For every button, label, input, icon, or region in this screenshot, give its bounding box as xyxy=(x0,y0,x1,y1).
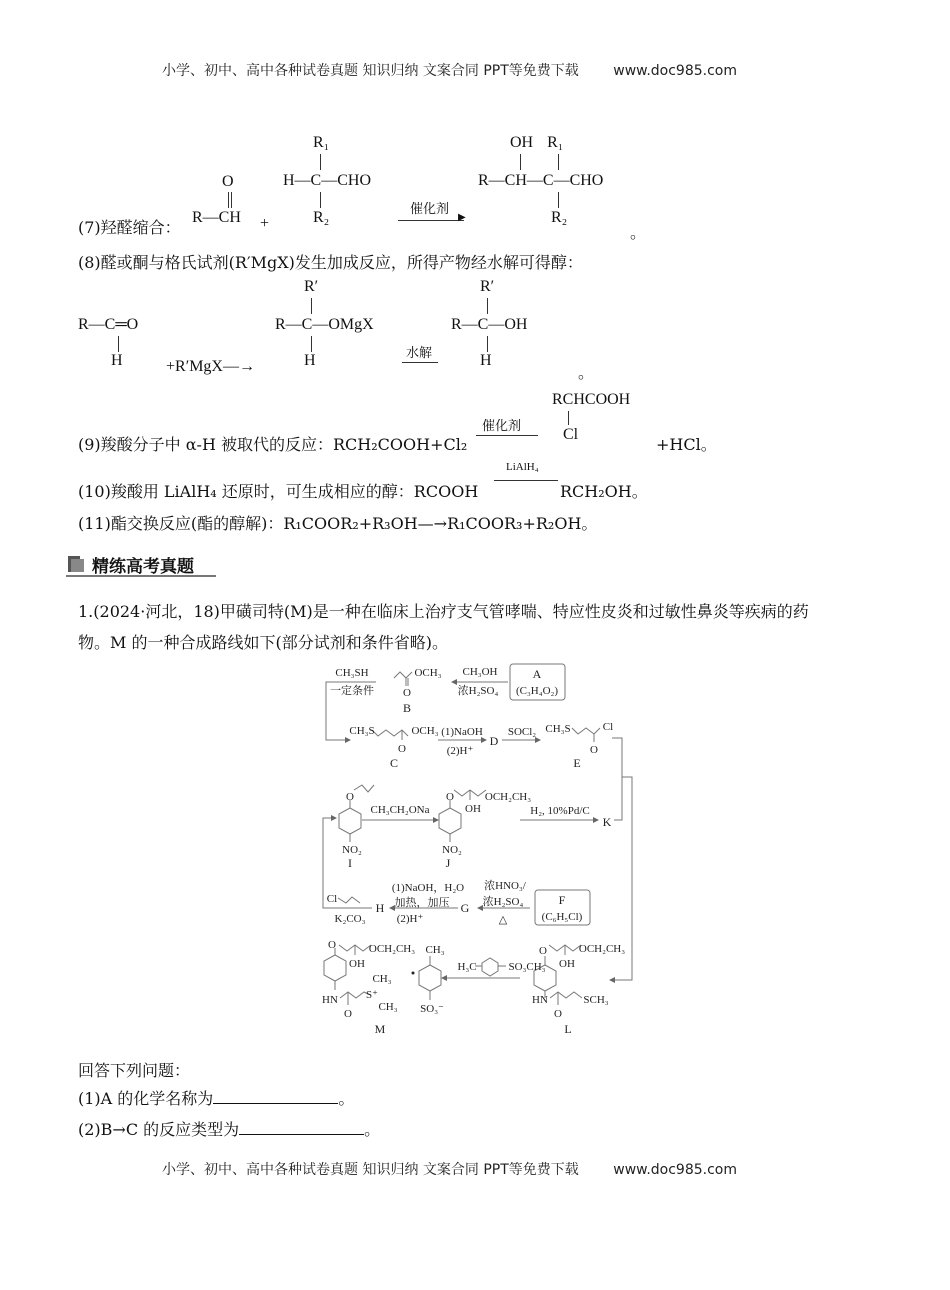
reactant-bot: H xyxy=(111,352,123,369)
double-bond xyxy=(228,192,232,208)
catalyst-label: 催化剂 xyxy=(482,419,522,434)
alcohol-product: RCH₂OH。 xyxy=(560,482,648,501)
e-ch3s: CH₃S xyxy=(545,723,571,735)
reagent-h2so4-2: 浓H₂SO₄ xyxy=(482,896,524,908)
reagent-acid: (2)H⁺ xyxy=(446,745,474,757)
alcohol-top: R′ xyxy=(480,278,495,295)
product-bot: R₂ xyxy=(551,209,568,226)
compound-h-label: H xyxy=(375,901,385,915)
j-nitro: NO₂ xyxy=(442,844,462,856)
reagent-naoet: CH₃CH₂ONa xyxy=(370,804,430,816)
intermediate-top: R′ xyxy=(304,278,319,295)
b-carbonyl-o: O xyxy=(403,687,411,699)
reagent-k2co3: K₂CO₃ xyxy=(334,913,366,925)
question-1 xyxy=(78,1086,354,1109)
chloro-acid-bot: Cl xyxy=(563,426,579,443)
bond xyxy=(311,336,312,352)
header-text: 小学、初中、高中各种试卷真题 知识归纳 文案合同 PPT等免费下载 xyxy=(162,63,579,79)
condition-label: 一定条件 xyxy=(330,685,374,697)
i-ether-o: O xyxy=(346,791,354,803)
l-amide-o: O xyxy=(554,1008,562,1020)
hydrolysis-label: 水解 xyxy=(406,346,433,361)
reagent-naoh-h2o: (1)NaOH，H₂O xyxy=(391,882,465,894)
m-sulfonium: S⁺ xyxy=(366,989,378,1001)
m-amide-o: O xyxy=(344,1008,352,1020)
question-text-line1: 1.(2024·河北，18)甲磺司特(M)是一种在临床上治疗支气管哮喘、特应性皮炎和过敏性鼻炎等疾病的药 xyxy=(78,602,809,621)
reactant-mid: R—C═O xyxy=(78,316,139,333)
c-och3: OCH₃ xyxy=(411,725,439,737)
answer-intro: 回答下列问题： xyxy=(78,1061,191,1080)
page-footer xyxy=(162,1159,737,1179)
compound-f-formula: (C₆H₅Cl) xyxy=(541,911,583,923)
m-methyl-a: CH₃ xyxy=(372,973,392,985)
compound-a-label: A xyxy=(532,667,542,681)
epichlorohydrin-cl: Cl xyxy=(326,893,338,905)
lialh4-label: LiAlH₄ xyxy=(506,461,539,473)
grignard-reagent: +R′MgX—→ xyxy=(166,358,255,375)
bond xyxy=(320,192,321,208)
section-heading xyxy=(66,551,216,577)
compound-c-label: C xyxy=(389,756,399,770)
compound-a-formula: (C₃H₄O₂) xyxy=(515,685,559,697)
period: 。 xyxy=(338,1089,355,1108)
item-10-label: (10)羧酸用 LiAlH₄ 还原时，可生成相应的醇：RCOOH xyxy=(78,482,479,501)
bond xyxy=(568,411,569,425)
compound-l-label: L xyxy=(564,1022,572,1036)
reagent-h2so4: 浓H₂SO₄ xyxy=(457,685,499,697)
l-ethoxy: OCH₂CH₃ xyxy=(578,943,626,955)
item-7-label: (7)羟醛缩合： xyxy=(78,218,181,237)
alcohol-mid: R—C—OH xyxy=(451,316,528,333)
reagent-hno3: 浓HNO₃/ xyxy=(484,880,526,892)
bond xyxy=(487,336,488,352)
reactant2-top: R₁ xyxy=(313,134,330,151)
m-amide-nh: HN xyxy=(322,994,338,1006)
m-methyl-b: CH₃ xyxy=(378,1001,398,1013)
compound-e-label: E xyxy=(573,756,581,770)
compound-k-label: K xyxy=(602,815,612,829)
c-carbonyl-o: O xyxy=(398,743,406,755)
tosylate-methyl: CH₃ xyxy=(425,944,445,956)
question-2-text: (2)B→C 的反应类型为 xyxy=(78,1120,240,1139)
e-carbonyl-o: O xyxy=(590,744,598,756)
bond xyxy=(520,154,521,170)
m-hydroxyl: OH xyxy=(349,958,365,970)
product-mid: R—CH—C—CHO xyxy=(478,172,604,189)
bond xyxy=(558,192,559,208)
l-ether-o: O xyxy=(539,945,547,957)
question-2 xyxy=(78,1117,380,1140)
product-top: OH R₁ xyxy=(510,134,564,151)
aldehyde-rch: R—CH xyxy=(192,209,241,226)
reagent-socl2: SOCl₂ xyxy=(507,726,537,738)
period: 。 xyxy=(364,1120,381,1139)
l-sch3: SCH₃ xyxy=(583,994,609,1006)
condition-heat-pressure: 加热，加压 xyxy=(394,897,450,909)
aldehyde-o: O xyxy=(222,173,234,190)
alcohol-bot: H xyxy=(480,352,492,369)
question-1-text: (1)A 的化学名称为 xyxy=(78,1089,214,1108)
compound-i-label: I xyxy=(348,856,352,870)
c-ch3s: CH₃S xyxy=(349,725,375,737)
m-ether-o: O xyxy=(328,939,336,951)
l-hydroxyl: OH xyxy=(559,958,575,970)
item-11-label: (11)酯交换反应(酯的醇解)：R₁COOR₂+R₃OH—→R₁COOR₃+R₂OH。 xyxy=(78,514,598,533)
item-8-label: (8)醛或酮与格氏试剂(R′MgX)发生加成反应，所得产物经水解可得醇： xyxy=(78,253,583,272)
reagent-so3ch3: SO₃CH₃ xyxy=(508,961,546,973)
answer-blank-1[interactable] xyxy=(213,1089,338,1104)
reactant2-bot: R₂ xyxy=(313,209,330,226)
m-ethoxy: OCH₂CH₃ xyxy=(368,943,416,955)
reagent-h3c: H₃C xyxy=(457,961,477,973)
synthesis-route-diagram xyxy=(310,660,640,1040)
compound-m-label: M xyxy=(374,1022,386,1036)
document-icon xyxy=(66,554,86,574)
b-och3: OCH₃ xyxy=(414,667,442,679)
reactant2-mid: H—C—CHO xyxy=(283,172,372,189)
catalyst-label: 催化剂 xyxy=(410,202,450,217)
tosylate-so3: SO₃⁻ xyxy=(420,1003,444,1015)
reaction-arrow xyxy=(476,435,538,436)
compound-f-label: F xyxy=(558,893,566,907)
bond xyxy=(320,154,321,170)
reagent-naoh: (1)NaOH xyxy=(441,726,483,738)
salt-dot xyxy=(412,972,415,975)
e-cl: Cl xyxy=(602,721,614,733)
footer-text: 小学、初中、高中各种试卷真题 知识归纳 文案合同 PPT等免费下载 xyxy=(162,1162,579,1178)
question-text-line2: 物。M 的一种合成路线如下(部分试剂和条件省略)。 xyxy=(78,633,448,652)
chloro-acid-top: RCHCOOH xyxy=(552,391,631,408)
heat-symbol: △ xyxy=(498,914,508,926)
reagent-acid-2: (2)H⁺ xyxy=(396,913,424,925)
heading-underline xyxy=(66,575,216,577)
reagent-ch3sh: CH₃SH xyxy=(335,667,369,679)
footer-site-link[interactable]: www.doc985.com xyxy=(613,1162,737,1178)
period: 。 xyxy=(578,363,595,382)
i-nitro: NO₂ xyxy=(342,844,362,856)
j-ether-o: O xyxy=(446,791,454,803)
plus-sign: + xyxy=(260,215,270,232)
compound-b-label: B xyxy=(402,701,412,715)
hcl-product: +HCl。 xyxy=(656,435,717,454)
reaction-arrow xyxy=(398,220,464,221)
bond xyxy=(558,154,559,170)
j-hydroxyl: OH xyxy=(465,803,481,815)
header-site-link[interactable]: www.doc985.com xyxy=(613,63,737,79)
reagent-h2-pdc: H₂, 10%Pd/C xyxy=(530,805,590,817)
period: 。 xyxy=(630,223,647,242)
reagent-ch3oh: CH₃OH xyxy=(462,666,498,678)
j-ethoxy: OCH₂CH₃ xyxy=(484,791,532,803)
intermediate-bot: H xyxy=(304,352,316,369)
bond xyxy=(118,336,119,352)
intermediate-mid: R—C—OMgX xyxy=(275,316,374,333)
bond xyxy=(311,298,312,314)
reaction-arrow xyxy=(494,480,558,481)
compound-g-label: G xyxy=(460,901,470,915)
bond xyxy=(487,298,488,314)
answer-blank-2[interactable] xyxy=(239,1120,364,1135)
section-title: 精练高考真题 xyxy=(92,557,194,577)
l-amide-nh: HN xyxy=(532,994,548,1006)
compound-j-label: J xyxy=(445,856,451,870)
page-header xyxy=(162,60,737,80)
compound-d-label: D xyxy=(489,734,499,748)
item-9-label: (9)羧酸分子中 α-H 被取代的反应：RCH₂COOH+Cl₂ xyxy=(78,435,468,454)
arrow-head-icon: ▶ xyxy=(458,212,466,223)
reaction-arrow xyxy=(402,362,438,363)
